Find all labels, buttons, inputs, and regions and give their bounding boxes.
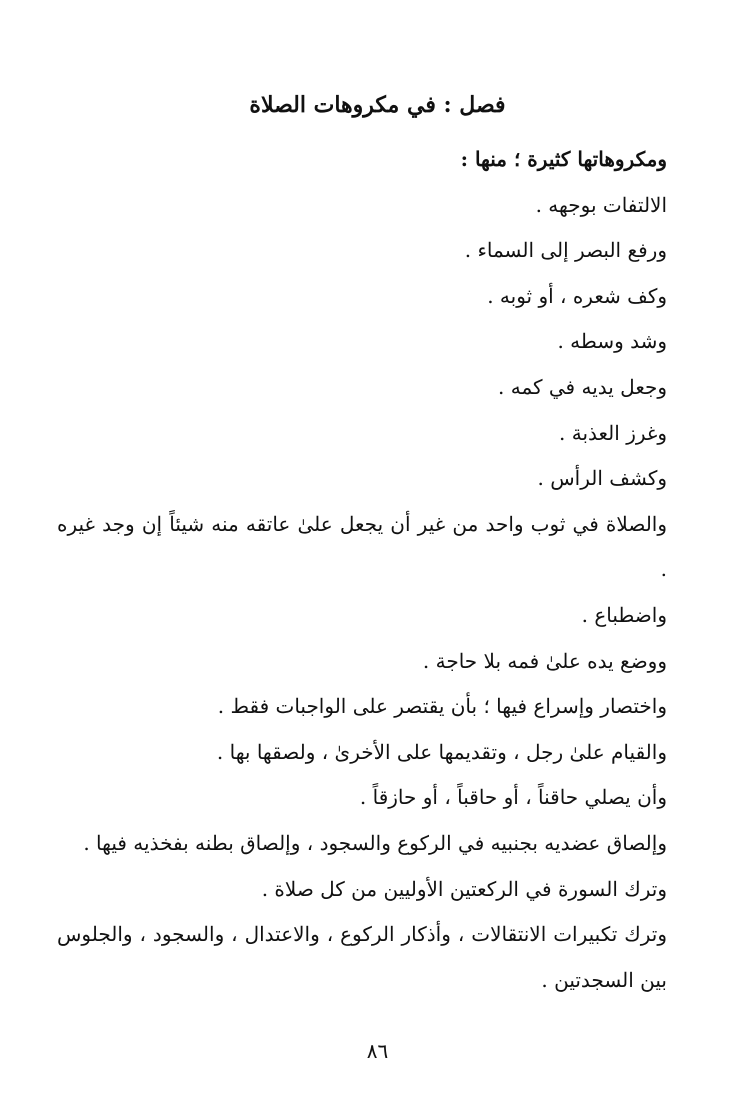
section-body (57, 137, 667, 1003)
list-item: وكف شعره ، أو ثوبه . (487, 283, 667, 308)
list-item: وكشف الرأس . (537, 466, 667, 491)
list-item: وترك تكبيرات الانتقالات ، وأذكار الركوع ، والاعتدال ، والسجود ، والجلوس بين السجدتين . (57, 922, 667, 992)
list-item: واختصار وإسراع فيها ؛ بأن يقتصر على الواجبات فقط . (217, 694, 667, 719)
list-item: وترك السورة في الركعتين الأوليين من كل صلاة . (261, 876, 667, 901)
page-number: ٨٦ (366, 1039, 389, 1063)
list-item: والصلاة في ثوب واحد من غير أن يجعل علىٰ عاتقه منه شيئاً إن وجد غيره . (57, 511, 668, 582)
list-item: وشد وسطه . (557, 329, 667, 354)
section-title: فصل : في مكروهات الصلاة (249, 92, 506, 118)
intro-line: ومكروهاتها كثيرة ؛ منها : (460, 147, 667, 171)
list-item: وجعل يديه في كمه . (498, 374, 667, 399)
list-item: وإلصاق عضديه بجنبيه في الركوع والسجود ، وإلصاق بطنه بفخذيه فيها . (83, 830, 667, 855)
list-item: واضطباع . (581, 602, 667, 627)
list-item: وغرز العذبة . (559, 420, 667, 445)
list-item: ورفع البصر إلى السماء . (464, 238, 667, 263)
list-item: ووضع يده علىٰ فمه بلا حاجة . (422, 648, 667, 673)
list-item: والقيام علىٰ رجل ، وتقديمها على الأخرىٰ ، ولصقها بها . (216, 739, 667, 764)
list-item: الالتفات بوجهه . (535, 192, 667, 217)
list-item: وأن يصلي حاقناً ، أو حاقباً ، أو حازقاً . (359, 785, 667, 810)
